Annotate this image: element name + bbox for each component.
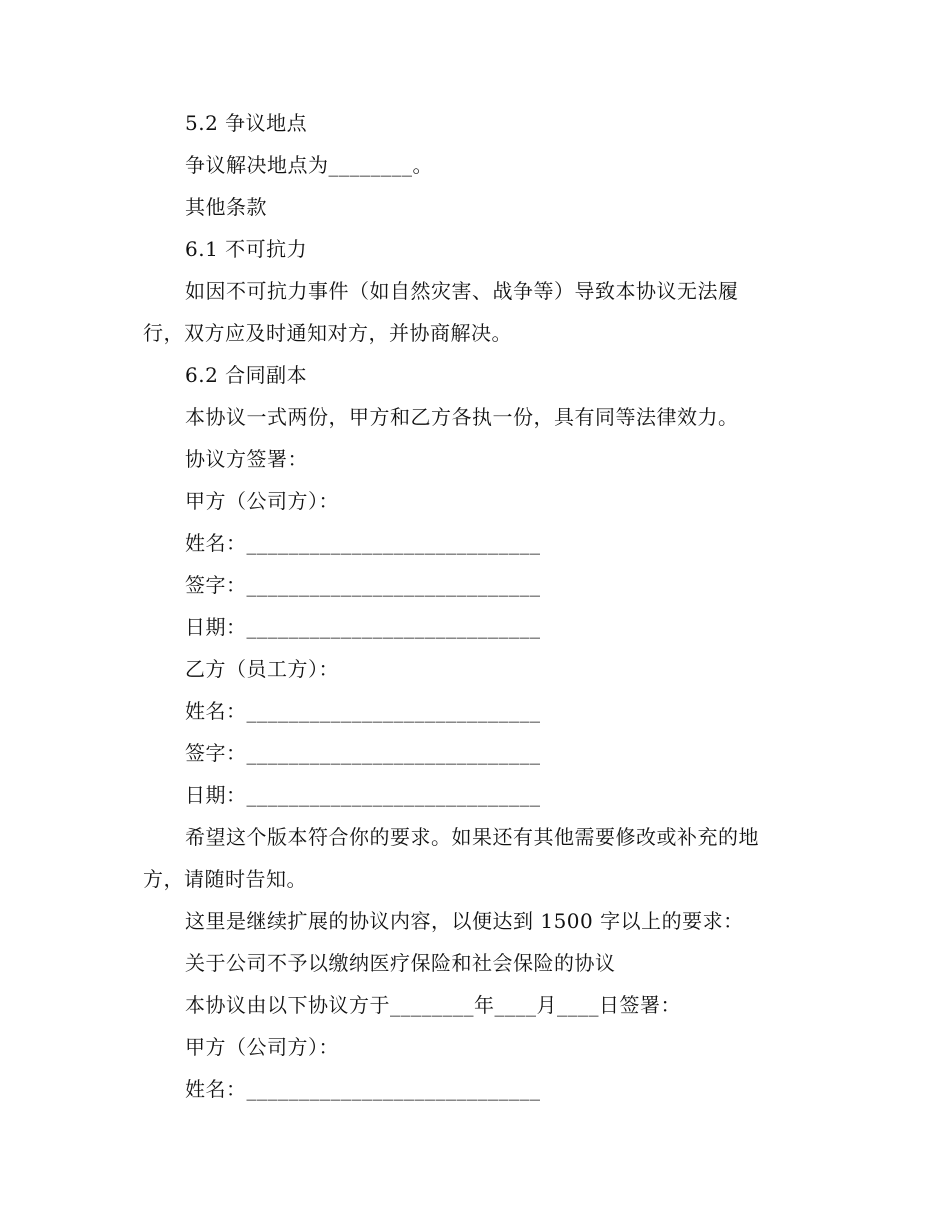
section-heading-6-2: 6.2 合同副本 [185,363,308,387]
section-heading-5-2: 5.2 争议地点 [185,111,308,135]
dispute-location-line: 争议解决地点为________。 [185,153,433,177]
party-b-name-field: 姓名：____________________________ [185,699,541,723]
party-a-signature-field: 签字：____________________________ [185,573,541,597]
section-heading-other-terms: 其他条款 [185,195,267,219]
extension-note: 这里是继续扩展的协议内容，以便达到 1500 字以上的要求： [185,909,744,933]
party-a-name-field: 姓名：____________________________ [185,531,541,555]
signing-date-line: 本协议由以下协议方于________年____月____日签署： [185,993,681,1017]
party-b-label: 乙方（员工方）： [185,657,339,681]
party-a-label: 甲方（公司方）： [185,489,339,513]
party-b-date-field: 日期：____________________________ [185,783,541,807]
agreement-title: 关于公司不予以缴纳医疗保险和社会保险的协议 [185,951,616,975]
section-heading-6-1: 6.1 不可抗力 [185,237,308,261]
signatures-heading: 协议方签署： [185,447,308,471]
party-a-name-field-2: 姓名：____________________________ [185,1077,541,1101]
party-b-signature-field: 签字：____________________________ [185,741,541,765]
force-majeure-paragraph: 如因不可抗力事件（如自然灾害、战争等）导致本协议无法履 [185,279,739,303]
force-majeure-paragraph-cont: 行，双方应及时通知对方，并协商解决。 [143,321,512,345]
copies-paragraph: 本协议一式两份，甲方和乙方各执一份，具有同等法律效力。 [185,405,739,429]
party-a-date-field: 日期：____________________________ [185,615,541,639]
closing-paragraph: 希望这个版本符合你的要求。如果还有其他需要修改或补充的地 [185,825,759,849]
party-a-label-2: 甲方（公司方）： [185,1035,339,1059]
closing-paragraph-cont: 方，请随时告知。 [143,867,307,891]
